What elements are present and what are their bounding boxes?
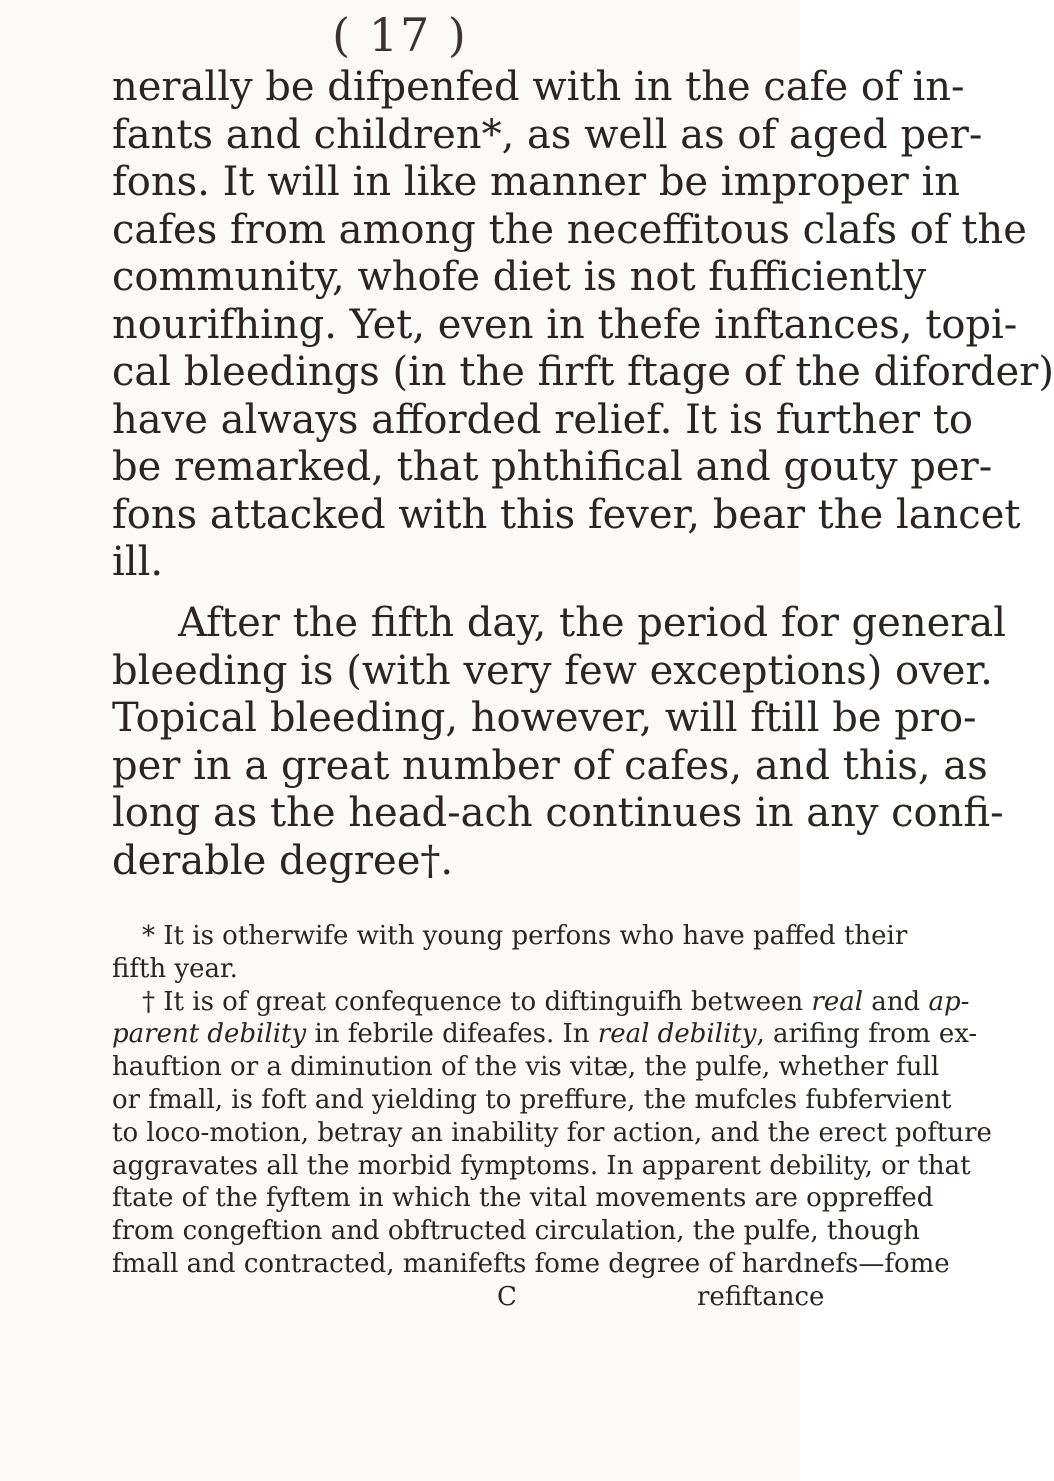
footnote-emphasis: real xyxy=(811,986,864,1017)
text-line: long as the head-ach continues in any confi- xyxy=(112,790,1004,836)
text-line: derable degree†. xyxy=(112,837,454,884)
text-line: bleeding is (with very few exceptions) over. xyxy=(112,647,993,694)
text-line: ill. xyxy=(112,539,164,585)
footnote-text: ftate of the fyftem in which the vital movements are oppreffed xyxy=(112,1183,934,1214)
text-line: After the fifth day, the period for general xyxy=(178,600,1007,646)
footnote-text: in febrile difeafes. In xyxy=(306,1019,598,1050)
text-line: fons attacked with this fever, bear the lancet xyxy=(112,491,1021,538)
paragraph-after-fifth-day xyxy=(112,600,1007,885)
catchword: refiftance xyxy=(697,1281,825,1312)
text-line: cal bleedings (in the firft ftage of the diforder) xyxy=(112,349,1054,395)
signature-row xyxy=(112,1281,825,1313)
footnote-text: and xyxy=(863,986,929,1017)
footnote-line xyxy=(112,1182,934,1215)
text-line: cafes from among the neceffitous clafs of the xyxy=(112,206,1027,253)
text-line: have always afforded relief. It is further to xyxy=(112,396,973,443)
footnote-line: to loco-motion, betray an inability for action, and the erect pofture xyxy=(112,1117,992,1148)
footnotes xyxy=(112,920,992,1313)
footnote-dagger-line xyxy=(112,986,970,1019)
text-line: nerally be difpenfed with in the cafe of in- xyxy=(112,64,965,110)
footnote-asterisk-line: * It is otherwife with young perfons who have paffed their xyxy=(142,921,908,951)
text-line: nourifhing. Yet, even in thefe inftances, topi- xyxy=(112,301,1018,348)
footnote-text: , arifing from ex- xyxy=(756,1019,978,1050)
footnote-line xyxy=(112,1018,978,1051)
text-line: community, whofe diet is not fufficiently xyxy=(112,254,927,300)
footnote-line: fifth year. xyxy=(112,953,238,984)
footnote-emphasis: ap- xyxy=(928,986,970,1017)
footnote-line: from congeftion and obftructed circulation, the pulfe, though xyxy=(112,1216,920,1247)
text-line: be remarked, that phthifical and gouty per- xyxy=(112,444,993,490)
footnote-emphasis: real debility xyxy=(597,1019,757,1050)
text-line: Topical bleeding, however, will ftill be pro- xyxy=(112,695,977,741)
footnote-line: fmall and contracted, manifefts fome degree of hardnefs—fome xyxy=(112,1248,950,1279)
footnote-line: or fmall, is foft and yielding to preffure, the mufcles fubfervient xyxy=(112,1084,952,1115)
footnote-emphasis: parent debility xyxy=(112,1019,307,1050)
signature-mark: C xyxy=(497,1281,517,1312)
text-line: fons. It will in like manner be improper in xyxy=(112,159,961,205)
footnote-line: aggravates all the morbid fymptoms. In apparent debility, or that xyxy=(112,1150,971,1181)
text-line: per in a great number of cafes, and this, as xyxy=(112,742,988,789)
footnote-line: hauftion or a diminution of the vis vitæ, the pulfe, whether full xyxy=(112,1052,940,1083)
page-number: ( 17 ) xyxy=(332,8,468,62)
text-line: fants and children*, as well as of aged per- xyxy=(112,111,983,158)
footnote-text: † It is of great confequence to diftinguifh between xyxy=(142,986,812,1017)
paragraph-continued xyxy=(112,64,1054,587)
